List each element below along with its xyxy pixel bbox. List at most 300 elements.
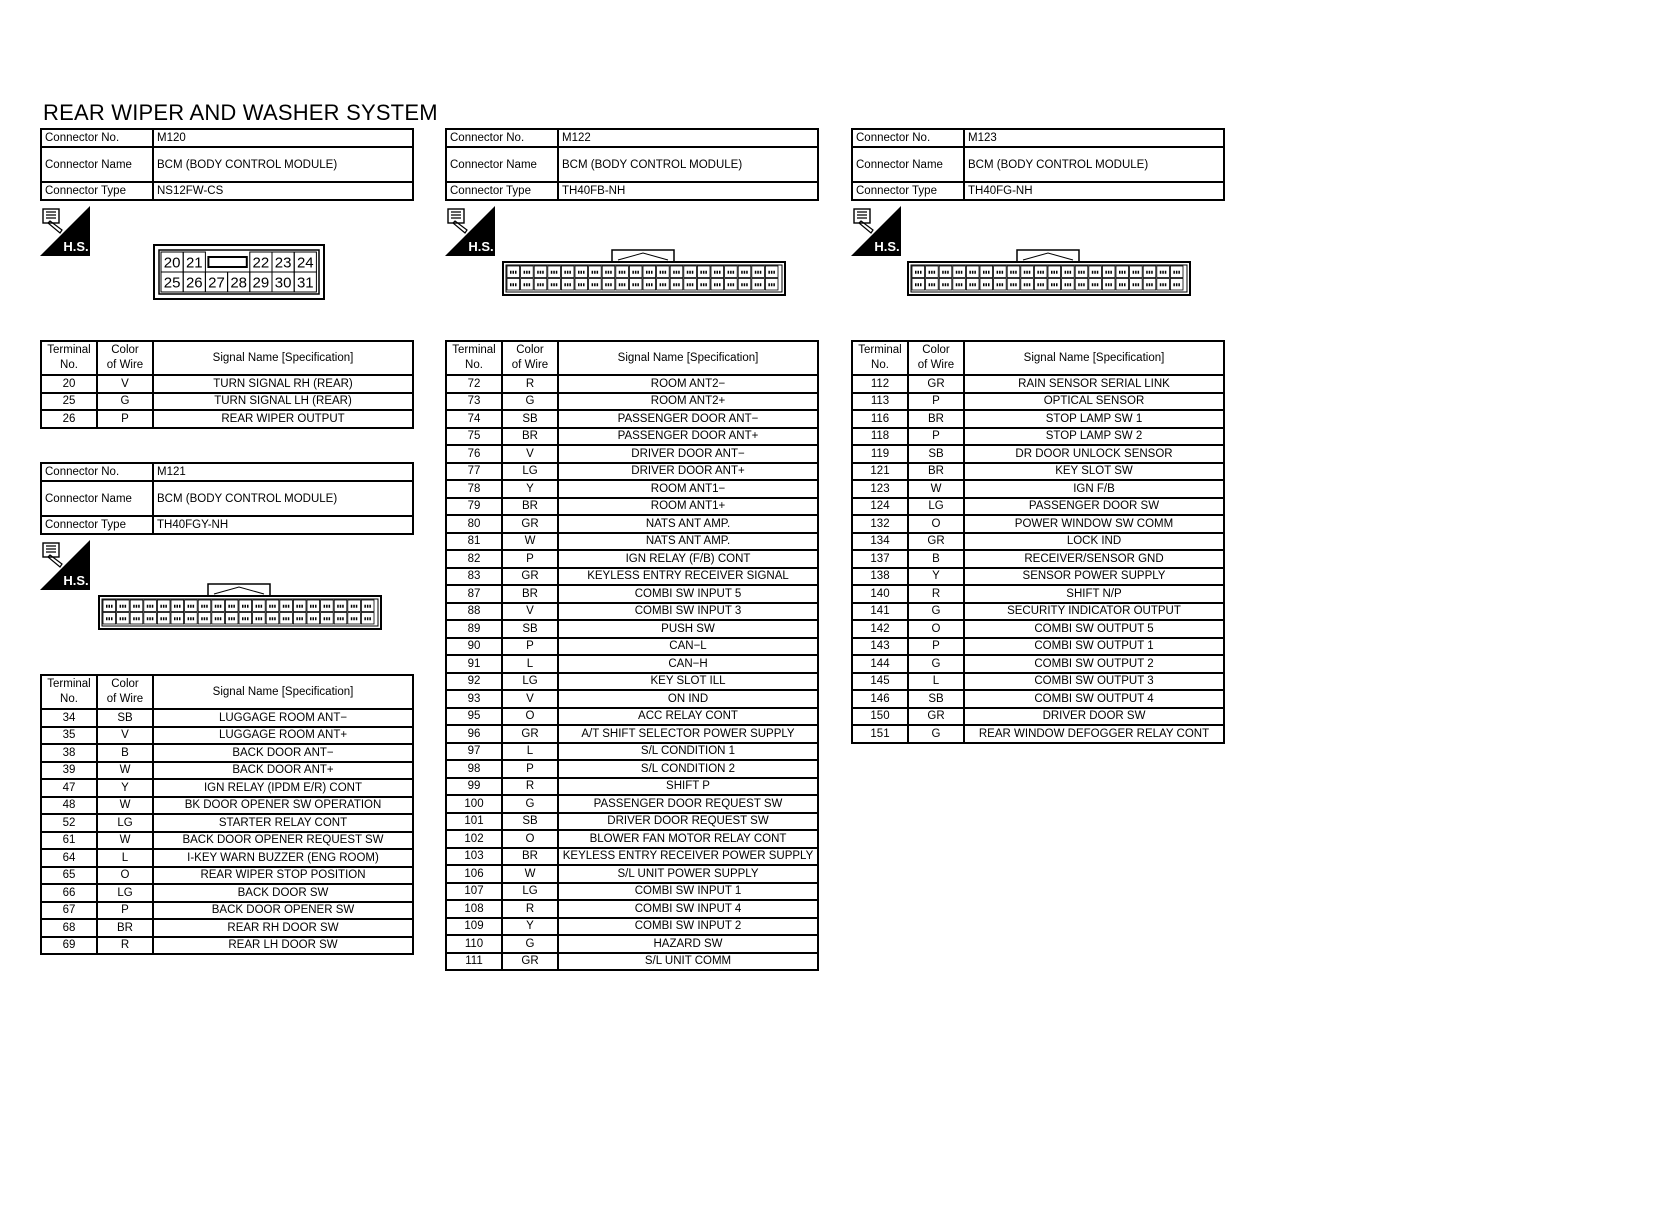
signal-name-cell: CAN−L <box>558 638 818 656</box>
terminal-cell: 83 <box>446 568 502 586</box>
table-row <box>446 883 818 901</box>
table-row <box>852 375 1224 393</box>
terminal-cell: 88 <box>446 603 502 621</box>
connector-name-value: BCM (BODY CONTROL MODULE) <box>964 147 1224 182</box>
signal-name-cell: DRIVER DOOR SW <box>964 708 1224 726</box>
wire-color-cell: L <box>908 673 964 691</box>
wire-color-cell: SB <box>502 620 558 638</box>
terminal-cell: 66 <box>41 884 97 902</box>
wire-color-cell: P <box>502 638 558 656</box>
table-row <box>852 393 1224 411</box>
wire-color-cell: GR <box>502 953 558 971</box>
wire-color-cell: P <box>502 760 558 778</box>
connector-no-label: Connector No. <box>41 463 153 481</box>
terminal-cell: 143 <box>852 638 908 656</box>
table-row <box>852 725 1224 743</box>
table-row <box>41 902 413 920</box>
signal-header: Signal Name [Specification] <box>153 675 413 709</box>
wire-color-cell: V <box>502 690 558 708</box>
table-row <box>446 410 818 428</box>
terminal-header: Terminal No. <box>446 341 502 375</box>
table-row <box>446 673 818 691</box>
wire-color-cell: SB <box>97 709 153 727</box>
pin-number: 20 <box>163 254 181 272</box>
terminal-cell: 20 <box>41 375 97 393</box>
wire-color-cell: GR <box>502 568 558 586</box>
signal-name-cell: PASSENGER DOOR ANT− <box>558 410 818 428</box>
signal-name-cell: S/L CONDITION 2 <box>558 760 818 778</box>
connector-type-label: Connector Type <box>41 516 153 534</box>
signal-name-cell: COMBI SW OUTPUT 1 <box>964 638 1224 656</box>
terminal-cell: 140 <box>852 585 908 603</box>
signal-name-cell: STARTER RELAY CONT <box>153 814 413 832</box>
connector-type-value: TH40FGY-NH <box>153 516 413 534</box>
signal-header: Signal Name [Specification] <box>964 341 1224 375</box>
wire-color-cell: W <box>502 533 558 551</box>
connector-type-label: Connector Type <box>852 182 964 200</box>
terminal-cell: 80 <box>446 515 502 533</box>
signal-name-cell: S/L CONDITION 1 <box>558 743 818 761</box>
table-row <box>852 550 1224 568</box>
signal-name-cell: REAR WIPER OUTPUT <box>153 410 413 428</box>
terminal-cell: 113 <box>852 393 908 411</box>
wire-color-cell: LG <box>97 814 153 832</box>
pin-number: 25 <box>163 274 181 292</box>
signal-name-cell: ROOM ANT1− <box>558 480 818 498</box>
terminal-cell: 102 <box>446 830 502 848</box>
terminal-cell: 111 <box>446 953 502 971</box>
signal-name-cell: PASSENGER DOOR SW <box>964 498 1224 516</box>
connector-no-value: M121 <box>153 463 413 481</box>
wire-color-cell: O <box>908 515 964 533</box>
table-row <box>41 393 413 411</box>
terminal-cell: 151 <box>852 725 908 743</box>
connector-type-label: Connector Type <box>41 182 153 200</box>
signal-name-cell: HAZARD SW <box>558 935 818 953</box>
connector-type-value: NS12FW-CS <box>153 182 413 200</box>
terminal-cell: 150 <box>852 708 908 726</box>
table-row <box>446 655 818 673</box>
wire-color-cell: BR <box>908 410 964 428</box>
signal-name-cell: BACK DOOR OPENER REQUEST SW <box>153 832 413 850</box>
wire-color-cell: O <box>502 708 558 726</box>
terminal-cell: 116 <box>852 410 908 428</box>
terminal-cell: 89 <box>446 620 502 638</box>
wire-color-cell: W <box>502 865 558 883</box>
wire-color-cell: GR <box>502 725 558 743</box>
wire-color-cell: O <box>97 867 153 885</box>
table-row <box>446 585 818 603</box>
wire-color-cell: R <box>908 585 964 603</box>
signal-name-cell: STOP LAMP SW 2 <box>964 428 1224 446</box>
terminal-cell: 142 <box>852 620 908 638</box>
table-row <box>41 814 413 832</box>
table-row <box>852 585 1224 603</box>
signal-name-cell: LUGGAGE ROOM ANT− <box>153 709 413 727</box>
wire-color-cell: V <box>502 445 558 463</box>
terminal-cell: 124 <box>852 498 908 516</box>
signal-name-cell: COMBI SW OUTPUT 4 <box>964 690 1224 708</box>
table-row <box>852 638 1224 656</box>
terminal-cell: 79 <box>446 498 502 516</box>
wire-color-cell: G <box>502 935 558 953</box>
connector-no-value: M123 <box>964 129 1224 147</box>
table-row <box>446 550 818 568</box>
terminal-cell: 90 <box>446 638 502 656</box>
wire-color-cell: V <box>502 603 558 621</box>
terminal-cell: 118 <box>852 428 908 446</box>
wire-color-cell: G <box>502 393 558 411</box>
wire-color-cell: LG <box>97 884 153 902</box>
wire-color-cell: LG <box>502 673 558 691</box>
wire-color-cell: R <box>502 375 558 393</box>
pin-number: 23 <box>274 254 292 272</box>
hs-badge-label: H.S. <box>63 573 89 588</box>
terminal-cell: 64 <box>41 849 97 867</box>
wire-color-cell: W <box>97 797 153 815</box>
table-row <box>41 779 413 797</box>
color-header: Color of Wire <box>502 341 558 375</box>
signal-name-cell: STOP LAMP SW 1 <box>964 410 1224 428</box>
terminal-cell: 35 <box>41 727 97 745</box>
signal-name-cell: KEYLESS ENTRY RECEIVER SIGNAL <box>558 568 818 586</box>
connector-info-m123 <box>851 128 1225 201</box>
terminal-table-m121 <box>40 674 414 955</box>
signal-name-cell: IGN F/B <box>964 480 1224 498</box>
wire-color-cell: L <box>502 743 558 761</box>
terminal-cell: 108 <box>446 900 502 918</box>
pin-number: 26 <box>185 274 203 292</box>
signal-name-cell: ROOM ANT2− <box>558 375 818 393</box>
terminal-cell: 77 <box>446 463 502 481</box>
wire-color-cell: P <box>908 638 964 656</box>
signal-name-cell: CAN−H <box>558 655 818 673</box>
wire-color-cell: L <box>502 655 558 673</box>
signal-name-cell: RAIN SENSOR SERIAL LINK <box>964 375 1224 393</box>
signal-name-cell: OPTICAL SENSOR <box>964 393 1224 411</box>
signal-name-cell: KEYLESS ENTRY RECEIVER POWER SUPPLY <box>558 848 818 866</box>
table-row <box>446 393 818 411</box>
wire-color-cell: P <box>908 428 964 446</box>
signal-name-cell: KEY SLOT SW <box>964 463 1224 481</box>
table-row <box>446 848 818 866</box>
terminal-cell: 74 <box>446 410 502 428</box>
terminal-cell: 91 <box>446 655 502 673</box>
wire-color-cell: SB <box>502 410 558 428</box>
wire-color-cell: W <box>97 832 153 850</box>
terminal-cell: 119 <box>852 445 908 463</box>
hs-badge-icon <box>445 206 495 256</box>
pin-number: 27 <box>208 274 225 292</box>
terminal-table-m120 <box>40 340 414 429</box>
terminal-cell: 65 <box>41 867 97 885</box>
wire-color-cell: R <box>97 937 153 955</box>
terminal-cell: 93 <box>446 690 502 708</box>
table-row <box>852 603 1224 621</box>
signal-name-cell: A/T SHIFT SELECTOR POWER SUPPLY <box>558 725 818 743</box>
terminal-cell: 73 <box>446 393 502 411</box>
connector-face-m120 <box>153 244 325 300</box>
wire-color-cell: P <box>97 410 153 428</box>
wire-color-cell: O <box>908 620 964 638</box>
signal-name-cell: COMBI SW INPUT 3 <box>558 603 818 621</box>
signal-name-cell: BACK DOOR ANT+ <box>153 762 413 780</box>
table-row <box>446 708 818 726</box>
signal-name-cell: ACC RELAY CONT <box>558 708 818 726</box>
connector-no-label: Connector No. <box>852 129 964 147</box>
signal-name-cell: BLOWER FAN MOTOR RELAY CONT <box>558 830 818 848</box>
table-row <box>852 410 1224 428</box>
table-row <box>852 463 1224 481</box>
table-row <box>41 849 413 867</box>
wire-color-cell: GR <box>908 708 964 726</box>
signal-name-cell: NATS ANT AMP. <box>558 533 818 551</box>
wire-color-cell: GR <box>908 375 964 393</box>
wire-color-cell: GR <box>908 533 964 551</box>
signal-name-cell: SECURITY INDICATOR OUTPUT <box>964 603 1224 621</box>
terminal-cell: 68 <box>41 919 97 937</box>
table-row <box>446 463 818 481</box>
terminal-cell: 78 <box>446 480 502 498</box>
wire-color-cell: Y <box>502 918 558 936</box>
table-row <box>446 900 818 918</box>
table-row <box>446 603 818 621</box>
hs-badge-label: H.S. <box>468 239 494 254</box>
signal-name-cell: REAR WINDOW DEFOGGER RELAY CONT <box>964 725 1224 743</box>
signal-name-cell: TURN SIGNAL RH (REAR) <box>153 375 413 393</box>
connector-info-m121 <box>40 462 414 535</box>
table-row <box>852 533 1224 551</box>
signal-name-cell: BK DOOR OPENER SW OPERATION <box>153 797 413 815</box>
terminal-cell: 26 <box>41 410 97 428</box>
signal-name-cell: ON IND <box>558 690 818 708</box>
connector-info-m120 <box>40 128 414 201</box>
table-row <box>446 638 818 656</box>
color-header: Color of Wire <box>908 341 964 375</box>
table-row <box>446 743 818 761</box>
connector-no-value: M120 <box>153 129 413 147</box>
signal-header: Signal Name [Specification] <box>153 341 413 375</box>
terminal-cell: 138 <box>852 568 908 586</box>
table-row <box>446 428 818 446</box>
table-row <box>446 778 818 796</box>
signal-name-cell: SENSOR POWER SUPPLY <box>964 568 1224 586</box>
signal-name-cell: PASSENGER DOOR REQUEST SW <box>558 795 818 813</box>
wire-color-cell: R <box>502 778 558 796</box>
table-row <box>446 568 818 586</box>
pin-number: 22 <box>252 254 270 272</box>
wire-color-cell: BR <box>502 498 558 516</box>
terminal-cell: 67 <box>41 902 97 920</box>
signal-name-cell: COMBI SW OUTPUT 5 <box>964 620 1224 638</box>
signal-name-cell: BACK DOOR ANT− <box>153 744 413 762</box>
wire-color-cell: BR <box>502 848 558 866</box>
table-row <box>852 690 1224 708</box>
table-row <box>446 498 818 516</box>
table-row <box>852 515 1224 533</box>
table-row <box>41 410 413 428</box>
signal-name-cell: BACK DOOR OPENER SW <box>153 902 413 920</box>
table-row <box>446 480 818 498</box>
terminal-cell: 123 <box>852 480 908 498</box>
connector-face-m121 <box>98 582 382 630</box>
table-row <box>41 709 413 727</box>
table-row <box>41 937 413 955</box>
wire-color-cell: P <box>908 393 964 411</box>
signal-name-cell: NATS ANT AMP. <box>558 515 818 533</box>
signal-name-cell: TURN SIGNAL LH (REAR) <box>153 393 413 411</box>
pin-number: 29 <box>252 274 270 292</box>
terminal-cell: 110 <box>446 935 502 953</box>
connector-info-m122 <box>445 128 819 201</box>
table-row <box>852 655 1224 673</box>
wire-color-cell: P <box>97 902 153 920</box>
wire-color-cell: G <box>908 725 964 743</box>
signal-name-cell: COMBI SW OUTPUT 3 <box>964 673 1224 691</box>
wire-color-cell: SB <box>908 690 964 708</box>
signal-name-cell: ROOM ANT2+ <box>558 393 818 411</box>
terminal-cell: 101 <box>446 813 502 831</box>
signal-name-cell: PASSENGER DOOR ANT+ <box>558 428 818 446</box>
wire-color-cell: LG <box>908 498 964 516</box>
connector-no-value: M122 <box>558 129 818 147</box>
terminal-cell: 100 <box>446 795 502 813</box>
terminal-cell: 99 <box>446 778 502 796</box>
pin-number: 24 <box>296 254 314 272</box>
hs-badge-icon <box>40 540 90 590</box>
table-row <box>446 830 818 848</box>
table-row <box>446 620 818 638</box>
table-row <box>41 727 413 745</box>
wire-color-cell: O <box>502 830 558 848</box>
wire-color-cell: R <box>502 900 558 918</box>
terminal-cell: 103 <box>446 848 502 866</box>
terminal-cell: 97 <box>446 743 502 761</box>
terminal-cell: 39 <box>41 762 97 780</box>
table-row <box>446 795 818 813</box>
connector-name-value: BCM (BODY CONTROL MODULE) <box>558 147 818 182</box>
pin-number: 30 <box>274 274 292 292</box>
table-row <box>41 832 413 850</box>
signal-name-cell: LOCK IND <box>964 533 1224 551</box>
signal-name-cell: DRIVER DOOR REQUEST SW <box>558 813 818 831</box>
signal-name-cell: POWER WINDOW SW COMM <box>964 515 1224 533</box>
signal-name-cell: COMBI SW INPUT 1 <box>558 883 818 901</box>
wire-color-cell: V <box>97 375 153 393</box>
signal-name-cell: S/L UNIT POWER SUPPLY <box>558 865 818 883</box>
hs-badge-icon <box>40 206 90 256</box>
wire-color-cell: L <box>97 849 153 867</box>
wire-color-cell: LG <box>502 883 558 901</box>
connector-face-m122 <box>502 248 786 296</box>
terminal-cell: 144 <box>852 655 908 673</box>
connector-name-label: Connector Name <box>41 147 153 182</box>
table-row <box>41 884 413 902</box>
wire-color-cell: BR <box>502 428 558 446</box>
signal-name-cell: REAR WIPER STOP POSITION <box>153 867 413 885</box>
signal-name-cell: DRIVER DOOR ANT+ <box>558 463 818 481</box>
terminal-cell: 141 <box>852 603 908 621</box>
color-header: Color of Wire <box>97 341 153 375</box>
terminal-cell: 92 <box>446 673 502 691</box>
color-header: Color of Wire <box>97 675 153 709</box>
page-title: REAR WIPER AND WASHER SYSTEM <box>43 100 438 125</box>
table-row <box>446 533 818 551</box>
terminal-cell: 38 <box>41 744 97 762</box>
table-row <box>446 935 818 953</box>
table-row <box>852 498 1224 516</box>
terminal-table-m123 <box>851 340 1225 744</box>
signal-name-cell: REAR RH DOOR SW <box>153 919 413 937</box>
terminal-cell: 109 <box>446 918 502 936</box>
wire-color-cell: G <box>502 795 558 813</box>
signal-name-cell: COMBI SW INPUT 5 <box>558 585 818 603</box>
signal-name-cell: SHIFT N/P <box>964 585 1224 603</box>
wire-color-cell: V <box>97 727 153 745</box>
wire-color-cell: BR <box>97 919 153 937</box>
connector-name-label: Connector Name <box>852 147 964 182</box>
terminal-table-m122 <box>445 340 819 971</box>
terminal-header: Terminal No. <box>852 341 908 375</box>
signal-name-cell: SHIFT P <box>558 778 818 796</box>
signal-name-cell: IGN RELAY (IPDM E/R) CONT <box>153 779 413 797</box>
wire-color-cell: G <box>908 655 964 673</box>
table-row <box>446 813 818 831</box>
terminal-cell: 87 <box>446 585 502 603</box>
table-row <box>41 867 413 885</box>
hs-badge-icon <box>851 206 901 256</box>
table-row <box>852 568 1224 586</box>
connector-face-m123 <box>907 248 1191 296</box>
terminal-cell: 75 <box>446 428 502 446</box>
wire-color-cell: W <box>908 480 964 498</box>
terminal-cell: 69 <box>41 937 97 955</box>
signal-name-cell: REAR LH DOOR SW <box>153 937 413 955</box>
terminal-cell: 72 <box>446 375 502 393</box>
terminal-cell: 82 <box>446 550 502 568</box>
signal-name-cell: RECEIVER/SENSOR GND <box>964 550 1224 568</box>
table-row <box>41 797 413 815</box>
pin-number: 31 <box>296 274 314 292</box>
wire-color-cell: G <box>908 603 964 621</box>
terminal-cell: 107 <box>446 883 502 901</box>
table-row <box>41 762 413 780</box>
table-row <box>852 428 1224 446</box>
table-row <box>446 725 818 743</box>
signal-name-cell: IGN RELAY (F/B) CONT <box>558 550 818 568</box>
connector-name-label: Connector Name <box>446 147 558 182</box>
wire-color-cell: LG <box>502 463 558 481</box>
terminal-header: Terminal No. <box>41 675 97 709</box>
connector-type-value: TH40FG-NH <box>964 182 1224 200</box>
connector-type-label: Connector Type <box>446 182 558 200</box>
terminal-cell: 81 <box>446 533 502 551</box>
connector-name-value: BCM (BODY CONTROL MODULE) <box>153 147 413 182</box>
hs-badge-label: H.S. <box>63 239 89 254</box>
signal-name-cell: LUGGAGE ROOM ANT+ <box>153 727 413 745</box>
table-row <box>852 620 1224 638</box>
wire-color-cell: W <box>97 762 153 780</box>
table-row <box>41 919 413 937</box>
terminal-cell: 47 <box>41 779 97 797</box>
signal-name-cell: BACK DOOR SW <box>153 884 413 902</box>
signal-name-cell: I-KEY WARN BUZZER (ENG ROOM) <box>153 849 413 867</box>
signal-name-cell: COMBI SW INPUT 2 <box>558 918 818 936</box>
wire-color-cell: B <box>908 550 964 568</box>
wire-color-cell: GR <box>502 515 558 533</box>
signal-name-cell: PUSH SW <box>558 620 818 638</box>
terminal-cell: 48 <box>41 797 97 815</box>
